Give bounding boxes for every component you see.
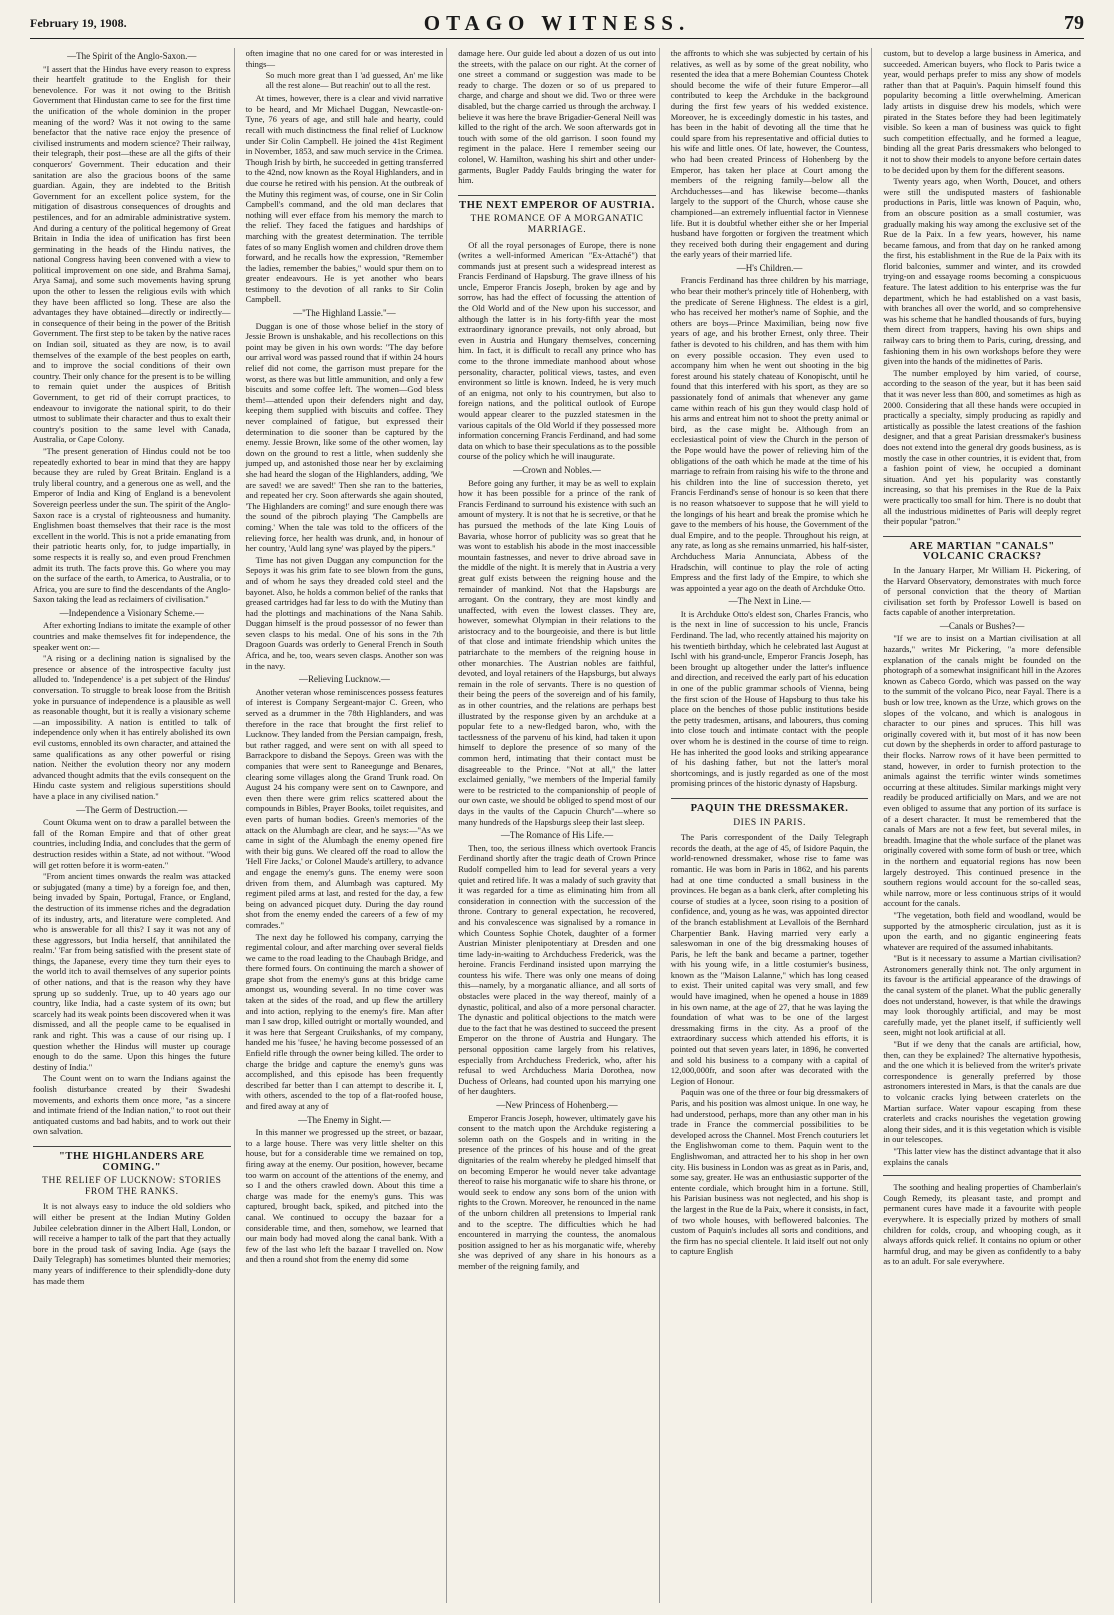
- paragraph: "If we are to insist on a Martian civilisation at all hazards," writes Mr Pickering, "a more defensible explanation of the canals might be founded on the photograph of a somewhat insignificant hill in the Azores known as Cabeco Gordo, which was passed on the way to the summit of the volcano Pico, near Fayal. There is a bush or low tree, known as the Urze, which grows on the slopes of the volcano, and which is analogous in character to our pines and spruces. This hill was originally covered with it, but most of it has now been cut down by the shepherds in order to afford pasturage to their flocks. Narrow rows of it have been permitted to stand, however, in order to furnish protection to the animals against the terrific winter winds sometimes occurring at these altitudes. Similar markings might very readily be produced artificially on Mars, and we are not even obliged to assume that any portion of its surface is of a desert character. It must be remembered that the canals of Mars are not a few feet, but several miles, in breadth. Imagine that the whole surface of the planet was originally covered with some form of bush or tree, which in the northern and equatorial regions has now been largely destroyed. This continued presence in the southern regions would account for the so-called seas, while narrow, more or less continuous strips of it would account for the canals.: [883, 633, 1081, 909]
- section-subheading: —"The Highland Lassie."—: [293, 308, 396, 319]
- article-subheadline: THE RELIEF OF LUCKNOW: STORIES FROM THE RANKS.: [42, 1176, 222, 1197]
- article-subheadline: THE ROMANCE OF A MORGANATIC MARRIAGE.: [470, 214, 644, 235]
- paragraph: The Count went on to warn the Indians against the foolish disturbance created by their Swadeshi movements, and exhorts them once more, "as a sincere and intimate friend of the Indian nation," to root out their antiquated customs and bad habits, and to work out their own salvation.: [33, 1073, 231, 1137]
- paragraph: Twenty years ago, when Worth, Doucet, and others were still the undisputed masters of fashionable productions in Paris, little was known of Paquin, who, from an obscure position as a small costumier, was gradually making his way among the exclusive set of the Rue de la Paix. In a few years, however, his name became famous, and from that day on he ranked among the first, his establishment in the Rue de la Paix with its florid balconies, summer and winter, and its crowded trying-on and essayage rooms becoming a conspicuous feature. The latest addition to his enterprise was the fur department, which he had established on a vast basis, with branches all over the world, and so comprehensive was his scheme that he handled thousands of furs, buying them direct from trappers, having his own ships and railway cars to bring them to Paris, curing, dressing, and fashioning them in his own workshops before they were given into the hands of the midinettes of Paris.: [883, 176, 1081, 367]
- paragraph: damage here. Our guide led about a dozen of us out into the streets, with the palace on our right. At the corner of one street a command or suggestion was made to be ready to charge. The dozen or so of us prepared to charge, and charge and shout we did. Two or three were disabled, but the charge carried us through the archway. I believe it was here the brave Brigadier-General Neill was killed to the right of the arch. We soon afterwards got in touch with some of the old garrison. I soon found my regiment in the palace. Here I remember seeing our colonel, W. Hamilton, washing his shirt and other under-garments, Bugler Paddy Faulds bringing the water for him.: [458, 48, 656, 186]
- paragraph: "I assert that the Hindus have every reason to express their heartfelt gratitude to the English for their benevolence. For was it not owing to the British Government that Hindustan came to see for the first time the unification of the whole dominion in the proper meaning of the word? Was it not owing to the same benefactor that the native race enjoy the presence of civilised instruments and modern science? Their railway, their telegraph, their post—these are all the gifts of their conquerors' Government. Their education and their sanitation are also the gracious boons of the same guardian. Again, they are indebted to the British Government for an excellent police system, for the mitigation of disastrous consequences of droughts and pestilences, and for an admirable administrative system. And during a century of the political hegemony of Great Britain in India the idea of unification has first been germinating in the heads of the Hindu natives, the national Congress having been convened with a view to political improvement on one side, and Brahma Samaj, Arya Samaj, and some such movements having sprung upon the other to lessen the religious evils with which they have been afflicted so long. These are also the advantages they have obtained—directly or indirectly—in consequence of their being in the power of the British Government. The first step to be taken by the native races on Indian soil, situated as they are now, is to avail themselves of the example of the best peoples on earth, and to improve the social conditions of their own country. Their only chance for the present is to be willing to remain quiet under the auspices of British Government, to get rid of their corrupt practices, to endeavour to invigorate the national spirit, to do their utmost to sublimate their character and thus to exalt their country's position to the same level with Canada, Australia, or Cape Colony.: [33, 63, 231, 445]
- paragraph: In this manner we progressed up the street, or bazaar, to a large house. There was very little shelter on this house, but for a considerable time we remained on top, firing away at the enemy. Our position, however, became too warm on account of the attentions of the enemy, and so I and the others crawled down. About this time a charge was made for the enemy's guns. This was captured, brought back, spiked, and pitched into the canal. We continued to occupy the bazaar for a considerable time, and then, somehow, we learned that our main body had moved along the canal bank. With a few of the last who left the bazaar I travelled on. Now and then a round shot from the enemy did some: [245, 1127, 444, 1265]
- section-subheading: —The Enemy in Sight.—: [298, 1114, 391, 1125]
- paragraph: the affronts to which she was subjected by certain of his relatives, as well as by some of the great nobility, who resented the idea that a mere Bohemian Countess Chotek should become the wife of their future Emperor—all contributed to keep the Archduke in the background during the first few years of his wedded existence. Moreover, he is exceedingly domestic in his tastes, and has been in the habit of devoting all the time that he could spare from his representative and official duties to his wife and little ones. Of late, however, the Countess, who had been created Princess of Hohenberg by the Emperor, has taken her place at Court among the members of the reigning family—below all the Archduchesses—and has likewise become—thanks largely to the support of the Church, whose cause she championed—an extremely influential factor in Viennese life. But it is doubtful whether either she or her Imperial husband have forgotten or forgiven the treatment which they received both during their engagement and during the early years of their married life.: [670, 48, 869, 260]
- paragraph: The number employed by him varied, of course, according to the season of the year, but it has been said that it was never less than 800, and sometimes as high as 2000. Considering that all these hands were occupied in practically a specialty, simply producing as rapidly and artistically as possible the latest creations of the fashion designer, and that a great Parisian dressmaker's business does not extend into the general dry goods business, as is mostly the case in other countries, it is evident that, from a fashion point of view, he occupied a dominant situation. And yet his popularity was constantly increasing, so that his premises in the Rue de la Paix were practically too small for him. There is no doubt that all the industrious midinettes of Paris will deeply regret their popular "patron.": [883, 367, 1081, 527]
- paragraph: "The present generation of Hindus could not be too repeatedly exhorted to bear in mind that they are happy because they are ruled by Great Britain. England is a truly liberal country, and a generous one as well, and the Emperor of India and King of England is a benevolent Sovereign peerless under the sun. The spirit of the Anglo-Saxon race is a crystal of righteousness and humanity. Englishmen boast themselves that their race is the most excellent in the world. This is not a pride emanating from their patriotic hearts only, for, to judge impartially, in some respects it is really so, and even proud Frenchmen admit its truth. The facts prove this. Go where you may on the surface of the earth, to America, to Australia, or to Africa, you are sure to find the descendants of the Anglo-Saxon taking the lead as reclaimers of civilisation.": [33, 445, 231, 605]
- paragraph: In the January Harper, Mr William H. Pickering, of the Harvard Observatory, demonstrates with much force of personal conviction that the theory of Martian civilisation set forth by Professor Lowell is based on facts capable of another interpretation.: [883, 564, 1081, 618]
- section-subheading: —The Next in Line.—: [728, 596, 811, 607]
- paragraph: "A rising or a declining nation is signalised by the presence or absence of the introspective faculty just alluded to. 'Independence' is a pet subject of the Hindus' conversation. To struggle to break loose from the British yoke in pursuance of independence is a plausible as well as reasonable thought, but it is really a visionary scheme—an impossibility. A nation is entitled to talk of independence only when it has entirely abolished its own evil customs, ennobled its own character, and attained the same qualifications as any other powerful or rising nation. Neither the evolution theory nor any modern advanced thought admits that the evils consequent on the Hindu caste system and religious superstitions should have a place in any civilised nation.": [33, 653, 231, 801]
- masthead: [30, 8, 1084, 39]
- section-subheading: —H's Children.—: [736, 262, 803, 273]
- article-columns: [30, 48, 1084, 1603]
- text-column-3: [455, 48, 660, 1603]
- paragraph: "From ancient times onwards the realm was attacked or subjugated (many a time) by a foreign foe, and then, being invaded by Spain, Portugal, France, or England, the destruction of its immense riches and the degradation of its industry, arts, and literature were completed. And who is answerable for all this? I say it was not any of these aggressors, but India herself, that annihilated the realm.' 'Far from being satisfied with the present state of things, the Japanese, every time they turn their eyes to the world itch to avail themselves of any superior points of other nations, and that is the reason why they have sprung up so suddenly. True, up to 40 years ago our country, like India, had a caste system of its own; but scarcely had its weak points been discovered when it was dismissed, and all the people came to be equalised in rank and right. This was a cause of our rising up. I question whether the Hindus will muster up courage enough to do the same. Upon this hinges the future destiny of India.": [33, 871, 231, 1072]
- article-headline: THE NEXT EMPEROR OF AUSTRIA.: [458, 195, 656, 212]
- column-rule: [883, 1175, 1081, 1176]
- section-subheading: —Relieving Lucknow.—: [298, 674, 390, 685]
- paragraph: often imagine that no one cared for or was interested in things—: [245, 48, 444, 69]
- paragraph: Paquin was one of the three or four big dressmakers of Paris, and his position was almost unique. In one way, he had understood, perhaps, more than any other man in his trade in France the commercial possibilities to be developed across the Channel. Most French couturiers let the Englishwoman come to them. Paquin went to the Englishwoman, and attracted her to his shop in her own city. His business in London was as great as in Paris, and, some say, greater. He was an enthusiastic supporter of the entente cordiale, which brought him in a fortune. Still, his Parisian business was not neglected, and his shop is the largest in the Rue de la Paix, where it consists, in fact, of two whole houses, with beflowered balconies. The custom of Paquin's includes all sorts and conditions, and the firm has no special clientele. It laid itself out not only to capture English: [670, 1087, 869, 1257]
- paragraph: "But if we deny that the canals are artificial, how, then, can they be explained? The alternative hypothesis, and the one which it is believed from the writer's private correspondence is generally preferred by those astronomers interested in Mars, is that the canals are due to volcanic cracks lying between craterlets on the Martian surface. Water vapour escaping from these craterlets and cracks nourishes the vegetation growing along their sides, and it is this vegetation which is visible in our telescopes.: [883, 1039, 1081, 1145]
- text-column-4: [668, 48, 873, 1603]
- paragraph: Count Okuma went on to draw a parallel between the fall of the Roman Empire and that of other great countries, including India, and concludes that the germ of destruction resides within a State, ad not without. "Wood will get rotten before it is worm-eaten.": [33, 817, 231, 870]
- paragraph: Of all the royal personages of Europe, there is none (writes a well-informed American "Ex-Attaché") that commands just at present such a widespread interest as Francis Ferdinand of Hapsburg. The grave illness of his uncle, Emperor Francis Joseph, broken by age and by sorrow, has had the effect of focussing the attention of the Old World and of the New upon his successor, and although the latter is in his forty-fifth year the most extraordinary ignorance prevails, not only abroad, but even in Austria and Hungary themselves, concerning him. In fact, it is difficult to recall any prince who has come to the throne immediate manhood about whose personality, character, political views, tastes, and even environment so little is known. Indeed, he is very much of an enigma, not only to his countrymen, but also to foreign nations, and the political outlook of Europe would appear clearer to the puzzled statesmen in the various capitals of the Old World if they possessed more information concerning Francis Ferdinand, and had some data on which to base their speculations as to the possible course of the policy which he will inaugurate.: [458, 239, 656, 462]
- paragraph: At times, however, there is a clear and vivid narrative to be heard, and Mr Michael Duggan, Newcastle-on-Tyne, 76 years of age, and still hale and hearty, could recall with much distinctness the final relief of Lucknow under Sir Colin Campbell. He joined the 41st Regiment in November, 1853, and saw much service in the Crimea. Though Irish by birth, he succeeded in getting transferred to the 42nd, now known as the Royal Highlanders, and in due course he retired with his pension. At the outbreak of the Mutiny this regiment was, of course, one in Sir Colin Campbell's command, and the old man declares that nothing will ever efface from his memory the march to the relief. They faced the fatigues and hardships of marching with the greatest determination. The terrible fates of so many English women and children drove them forward, and he recalls how the expression, "Remember the ladies, remember the babies," would spur them on to greater endeavours. He is yet another who bears testimony to the devotion of all ranks to Sir Colin Campbell.: [245, 93, 444, 305]
- paragraph: Francis Ferdinand has three children by his marriage, who bear their mother's princely title of Hohenberg, with the predicate of Serene Highness. The eldest is a girl, who has received her mother's name of Sophie, and the others are boys—Prince Maximilian, being now five years of age, and his brother Ernest, only three. Their father is devoted to his children, and has them with him on every possible occasion. They even used to accompany him when he went out shooting in the big forest around his stately chateau of Konopischt, until he found that this interfered with his sport, as they are so passionately fond of animals that whenever any game came within reach of his gun they would clasp hold of his arms and entreat him not to shoot the pretty animal or bird, as the case might be. Although from an ecclesiastical point of view the Church in the person of the Pope would have the power of relieving him of the obligations of the oath which he made at the time of his marriage to refrain from raising his wife to the throne and his children into the line of succession thereto, yet Francis Ferdinand's sense of honour is so keen that there is no reason whatsoever to suppose that he will yield to the longings of his heart and break the promise which he gave to the members of his house, the Government of the dual Empire, and to the people. Throughout his reign, at any rate, as long as she remains unmarried, his half-sister, Archduchess Maria Annunciata, Abbess of the Hradschin, will continue to play the role of acting Empress and the first lady of the Empire, to which she was appointed a year ago on the death of Archduke Otto.: [670, 275, 869, 593]
- advertisement-text: The soothing and healing properties of Chamberlain's Cough Remedy, its pleasant taste, and prompt and permanent cures have made it a favourite with people everywhere. It is especially prized by mothers of small children for colds, croup, and whooping cough, as it always affords quick relief. It contains no opium or other harmful drug, and may be given as confidently to a baby as to an adult. For sale everywhere.: [883, 1182, 1081, 1267]
- article-subheadline: DIES IN PARIS.: [733, 817, 806, 828]
- paragraph: custom, but to develop a large business in America, and succeeded. American buyers, who flock to Paris twice a year, would perhaps prefer to miss any show of models rather than that at Paquin's. Paquin himself found this popularity becoming a little overwhelming. American lady artists in disguise drew his models, which were pirated in the States before they had been legitimately visible. So keen a man of business was quick to fight such competition effectually, and he formed a league, binding all the great Paris dressmakers who belonged to it not to show their models to anyone before certain dates to be decided upon by them for the different seasons.: [883, 48, 1081, 175]
- article-headline: PAQUIN THE DRESSMAKER.: [671, 798, 869, 815]
- paragraph: "This latter view has the distinct advantage that it also explains the canals: [883, 1145, 1081, 1167]
- section-subheading: —The Spirit of the Anglo-Saxon.—: [67, 51, 197, 61]
- page-number: 79: [1063, 11, 1084, 34]
- section-subheading: —Independence a Visionary Scheme.—: [59, 607, 204, 618]
- text-column-2: [243, 48, 448, 1603]
- paragraph: The next day he followed his company, carrying the regimental colour, and after marching over several fields we came to the road leading to the Chaubagh Bridge, and there formed fours. On continuing the march a shower of grape shot from the enemy's guns at this bridge came amongst us, wounding several. In no time cover was taken at the sides of the road, and up flew the artillery and into action, replying to the enemy's fire. Man after man I saw drop, killed outright or mortally wounded, and it was here that Sergeant Cruikshanks, of my company, handed me his 'fusee,' he having become possessed of an Enfield rifle through the owner being killed. The order to charge the bridge and capture the enemy's guns was accomplished, and this episode has been frequently described far better than I can attempt to describe it. I, with others, ascended to the top of a flat-roofed house, and fired away at any of: [245, 931, 444, 1111]
- newspaper-title: OTAGO WITNESS.: [423, 10, 691, 35]
- section-subheading: —Canals or Bushes?—: [939, 620, 1025, 631]
- paragraph: The Paris correspondent of the Daily Telegraph records the death, at the age of 45, of Isidore Paquin, the world-renowned dressmaker, whose rise to fame was romantic. He was born in Paris in 1862, and his parents had at one time conducted a small business in the provinces. He began as a bank clerk, after completing his course of studies at a lycee, soon rising to a position of confidence, and, young as he was, was appointed director of the branch establishment at Levallois of the Bernhard Charpentier Bank. Having married very early a saleswoman in one of the big dressmaking houses of Paris, he left the bank and became a partner, together with his young wife, in a little costumier's business, known as the "Maison Lalanne," which has long ceased to exist. Their united capital was very small, and few would have imagined, when he opened a house in 1889 in his own name, at the age of 27, that he was laying the foundation of what was to be one of the largest dressmaking firms in the city. As a proof of the extraordinary success which attended his efforts, it is pointed out that seven years later, in 1896, he converted and sold his business to a company with a capital of 12,000,000fr, and soon after was decorated with the Legion of Honour.: [670, 832, 869, 1086]
- article-headline: "THE HIGHLANDERS ARE COMING.": [33, 1146, 231, 1173]
- section-subheading: —Crown and Nobles.—: [513, 464, 601, 475]
- paragraph: After exhorting Indians to imitate the example of other countries and make themselves fit for independence, the speaker went on:—: [33, 620, 231, 652]
- paragraph: Before going any further, it may be as well to explain how it has been possible for a prince of the rank of Francis Ferdinand to surround his existence with such an amount of mystery. It is not that he is secretive, or that he has pursued the methods of the late King Louis of Bavaria, whose horror of publicity was so great that he was wont to establish his abode in the most inaccessible mountain fastnesses, and never to drive abroad save in the middle of the night. It is merely that in Austria a very great gulf exists between the reigning house and the remainder of mankind. Not that the Hapsburgs are arrogant. On the contrary, they are most kindly and unaffected, with even the lowest classes. They are, however, somewhat Olympian in their relations to the aristocracy and to the bourgeoisie, and there is but little of that close and intimate friendship which unites the patriarchate to the members of the reigning house in other monarchies. The Austrian nobles are faithful, devoted, and loyal retainers of the Hapsburgs, but always remain in the role of servants. There is no question of their being the peers of the sovereign and of his family, as in other countries, and the relations are perhaps best illustrated by the response given by an archduke at a popular fete to a new-fledged baron, who, with the tactlessness of the parvenu of his kind, had taken it upon himself to deplore the presence of so many of the common herd, intimating that their contact must be disagreeable to the Prince. "Not at all," the latter exclaimed genially, "we members of the Imperial family were to be restricted to the companionship of people of our own caste, we should be obliged to spend most of our days in the vaults of the Capucin Church"—where so many hundreds of the Hapsburgs sleep their last sleep.: [458, 477, 656, 827]
- paragraph: Time has not given Duggan any compunction for the Sepoys it was his grim fate to see blown from the guns, and of whom he says they dreaded cold steel and the bayonet. Also, he holds a common belief of the ranks that greased cartridges had far less to do with the Mutiny than had the plottings and machinations of the Nana Sahib. Duggan himself is the proud possessor of no fewer than seven clasps to his medal. One of his sons in the 7th Dragoon Guards was orderly to General French in South Africa, and he, too, wears seven clasps. Another son was in the navy.: [245, 554, 444, 671]
- paragraph: It is Archduke Otto's eldest son, Charles Francis, who is the next in line of succession to his uncle, Francis Ferdinand. The lad, who recently attained his majority on his twentieth birthday, which he celebrated last August at Ischl with his grand-uncle, Emperor Francis Joseph, has been brought up altogether under the latter's influence and direction, and received the early part of his education in one of the public grammar schools of Vienna, being the first scion of the House of Hapsburg to thus take his place on the benches of those public institutions beside the petty tradesmen, artisans, and labourers, thus coming into close touch and intimate contact with the people over whom he is destined in the course of time to reign. He has inherited the good looks and striking appearance of his dashing father, but not the latter's moral shortcomings, and is justly regarded as one of the most promising princes of the historic dynasty of Hapsburg.: [670, 608, 869, 789]
- paragraph: Another veteran whose reminiscences possess features of interest is Company Sergeant-major C. Green, who served as a drummer in the 78th Highlanders, and was therefore in the race that brought the first relief to Lucknow. They landed from the Persian campaign, fresh, but rather ragged, and were sent on with all speed to Barrackpore to disband the Sepoys. Green was with the companies that were sent to Raneegunge and Benares, clearing some villages along the Grand Trunk road. On August 24 his company were sent on to Cawnpore, and even then there were grim relics scattered about the compounds in Bibles, Prayer Books, toilet requisites, and even parts of human bodies. Green's memories of the attack on the Alumbagh are clear, and he says:—"As we came in sight of the Alumbagh the enemy opened fire with their big guns. We cleared off the road to allow the 'Hell Fire Jacks,' or Colonel Maude's artillery, to advance and engage the enemy's guns. The enemy were soon driven from them, and Alumbagh was captured. My regiment piled arms at last, and rested for the day, a few being on advanced picquet duty. During the day round shot from the enemy ended the careers of a few of my comrades.": [245, 686, 444, 930]
- text-column-1: [30, 48, 235, 1603]
- verse-quote: So much more great than I 'ad guessed, An' me like all the rest alone— But reachin' out to all the rest.: [265, 71, 444, 91]
- paragraph: "But is it necessary to assume a Martian civilisation? Astronomers generally think not. The only argument in its favour is the artificial appearance of the drawings of the canal system of the planet. What the public generally does not understand, however, is that while the drawings may look thoroughly artificial, and may be most carefully made, yet the planet itself, if sufficiently well seen, might not look artificial at all.: [883, 953, 1081, 1038]
- section-subheading: —The Germ of Destruction.—: [76, 804, 188, 815]
- section-subheading: —New Princess of Hohenberg.—: [496, 1100, 618, 1110]
- paragraph: Duggan is one of those whose belief in the story of Jessie Brown is unshakable, and his recollections on this point may be given in his own words: "The day before our arrival word was passed round that if within 24 hours relief did not come, the garrison must prepare for the worst, as there was but little ammunition, and only a few biscuits and some coffee left. The women—God bless them!—attended upon their defenders night and day, keeping them supplied with biscuits and coffee. They never complained of fatigue, but expressed their determination to die sooner than be captured by the enemy. Jessie Brown, like some of the other women, lay down on the ground to rest a little, when suddenly she jumped up, and astonished those near her by exclaiming she had heard the slogan of the Highlanders, adding, 'We are saved! we are saved!' Then she ran to the batteries, and repeated her cry. Soon afterwards she again shouted, 'The Highlanders are coming!' and sure enough there was the sound of the pibroch playing 'The Campbells are coming.' When the tale was told to the officers of the relieving force, her health was drunk, and, in honour of her country, 'Auld lang syne' was played by the pipers.": [245, 320, 444, 554]
- paragraph: Emperor Francis Joseph, however, ultimately gave his consent to the match upon the Archduke registering a solemn oath on the Gospels and in writing in the presence of the princes of his house and of the great dignitaries of the realm whereby he pledged himself that on becoming Emperor he would never take advantage thereof to raise his morganatic wife to share his throne, or would seek to endow any sons born of the union with rights to the Crown. Moreover, he renounced in the name of the unborn children all pretensions to Imperial rank and to the sceptre. The difficulties which he had encountered in marrying the countess, the anomalous position assigned to her as his morganatic wife, whereby she was deprived of any share in his honours as a member of the reigning family, and: [458, 1112, 656, 1271]
- text-column-5: [880, 48, 1084, 1603]
- section-subheading: —The Romance of His Life.—: [500, 830, 614, 841]
- article-headline: ARE MARTIAN "CANALS" VOLCANIC CRACKS?: [883, 536, 1081, 563]
- paragraph: Then, too, the serious illness which overtook Francis Ferdinand shortly after the tragic death of Crown Prince Rudolf compelled him to lead for several years a very quiet and retired life. It was a malady of such gravity that it was regarded for a time as eliminating him from all consideration in connection with the succession of the throne. Contrary to general expectation, he recovered, and his convalescence was signalised by a romance in which Countess Sophie Chotek, daughter of a former Austrian Minister plenipotentiary at Dresden and one time lady-in-waiting to Archduchess Frederick, was the heroine. Francis Ferdinand insisted upon marrying the countess his wife. There was only one means of doing this—namely, by a morganatic alliance, and all sorts of obstacles were placed in the way thereof, mainly of a dynastic, political, and also of a more personal character. The dynastic and political objections to the match were due to the fact that he was destined to succeed the present Emperor on the throne of Austria and Hungary. The personal opposition came largely from his relatives, especially from Archduchess Frederick, who, after his refusal to wed Archduchess Maria Dorothea, now Duchess of Orleans, had counted upon his marrying one of her daughters.: [458, 842, 656, 1097]
- paragraph: It is not always easy to induce the old soldiers who will either be present at the Indian Mutiny Golden Jubilee celebration dinner in the Albert Hall, London, or will receive a hamper to talk of the part that they actually bore in the proud task of saving India. Age (says the Daily Telegraph) has sometimes blunted their memories; many years of indifference to their splendidly-done duty has made them: [33, 1201, 231, 1286]
- paragraph: "The vegetation, both field and woodland, would be supported by the atmospheric circulation, just as it is upon the earth, and no gigantic engineering feats whatever are required of the assumed inhabitants.: [883, 909, 1081, 952]
- issue-date: February 19, 1908.: [30, 15, 127, 30]
